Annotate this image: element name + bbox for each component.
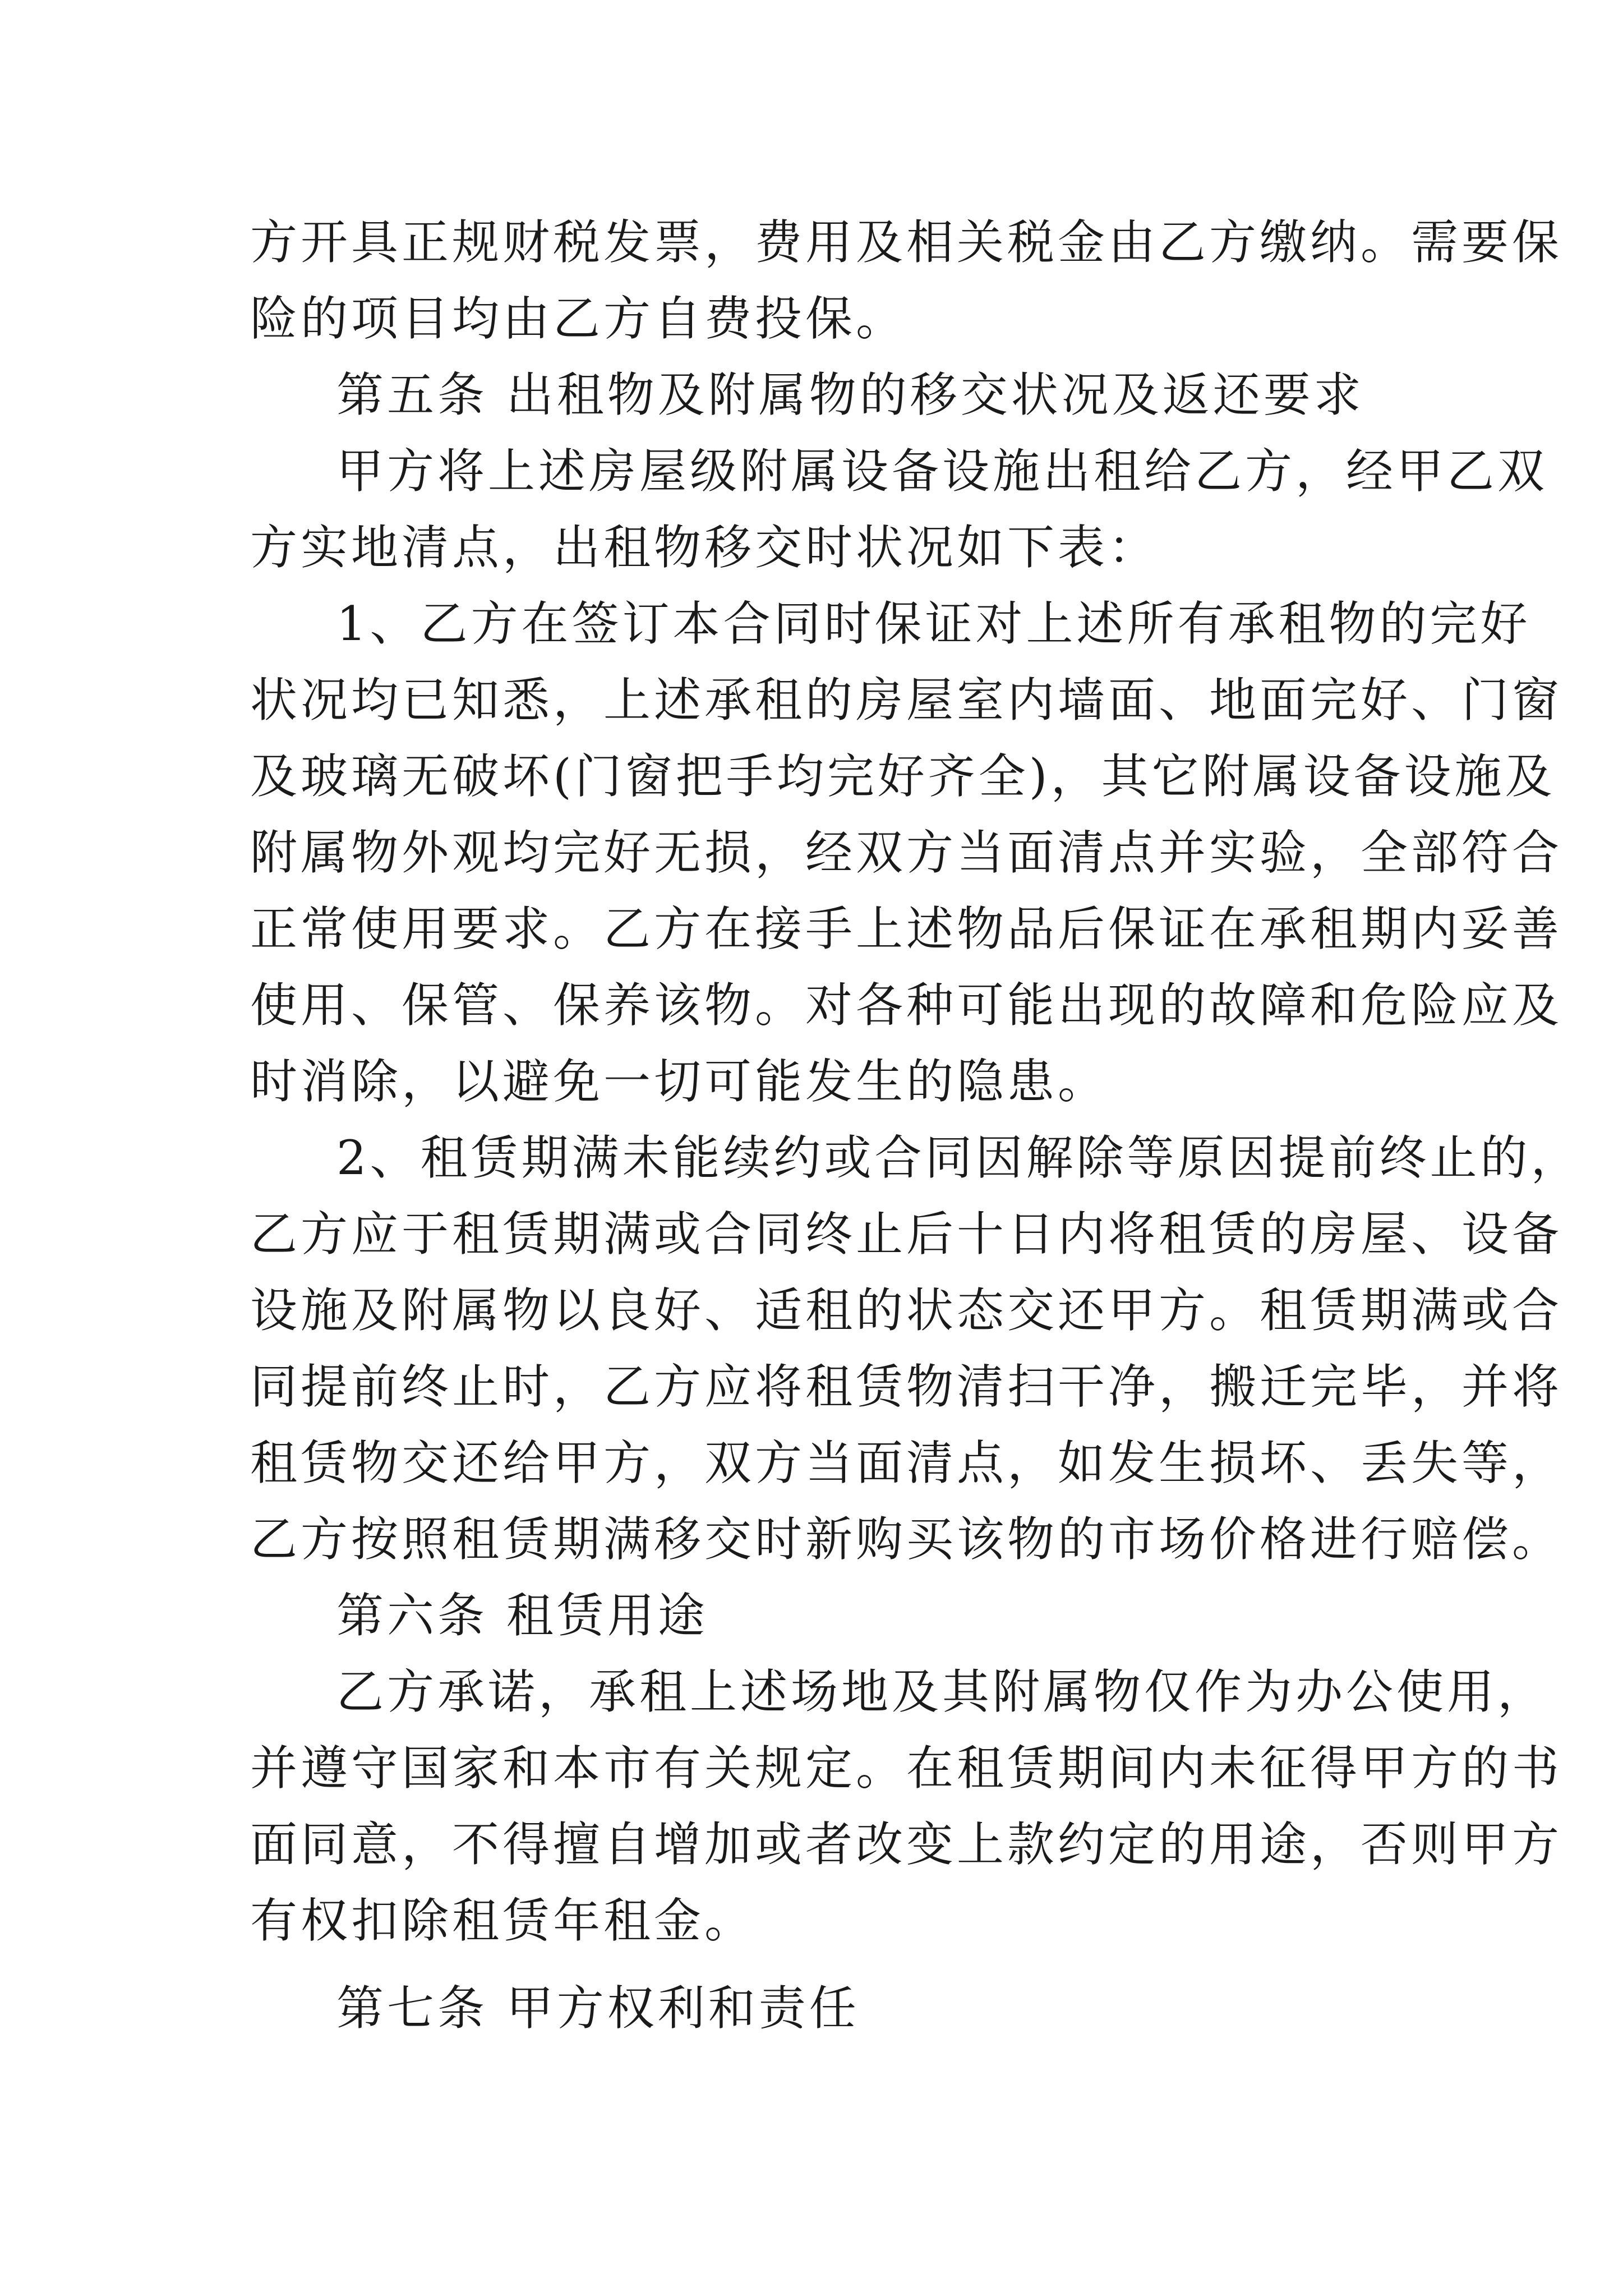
text-line: 乙方承诺，承租上述场地及其附属物仅作为办公使用， <box>336 1664 1548 1719</box>
text-line: 乙方应于租赁期满或合同终止后十日内将租赁的房屋、设备 <box>250 1207 1563 1262</box>
text-line: 及玻璃无破坏(门窗把手均完好齐全)，其它附属设备设施及 <box>250 749 1556 804</box>
article-heading: 第五条 出租物及附属物的移交状况及返还要求 <box>336 367 1364 422</box>
text-line: 并遵守国家和本市有关规定。在租赁期间内未征得甲方的书 <box>250 1741 1563 1796</box>
text-line: 正常使用要求。乙方在接手上述物品后保证在承租期内妥善 <box>250 901 1563 956</box>
text-line: 有权扣除租赁年租金。 <box>250 1893 755 1948</box>
text-line: 同提前终止时，乙方应将租赁物清扫干净，搬迁完毕，并将 <box>250 1359 1563 1414</box>
article-heading: 第六条 租赁用途 <box>336 1588 708 1643</box>
text-line: 方实地清点，出租物移交时状况如下表： <box>250 520 1159 575</box>
text-line: 租赁物交还给甲方，双方当面清点，如发生损坏、丢失等， <box>250 1435 1563 1490</box>
text-line: 甲方将上述房屋级附属设备设施出租给乙方，经甲乙双 <box>336 444 1548 499</box>
text-line: 乙方按照租赁期满移交时新购买该物的市场价格进行赔偿。 <box>250 1512 1563 1567</box>
text-line: 使用、保管、保养该物。对各种可能出现的故障和危险应及 <box>250 978 1563 1033</box>
text-line: 2、租赁期满未能续约或合同因解除等原因提前终止的， <box>336 1130 1581 1185</box>
text-line: 设施及附属物以良好、适租的状态交还甲方。租赁期满或合 <box>250 1283 1563 1338</box>
text-line: 时消除，以避免一切可能发生的隐患。 <box>250 1054 1109 1109</box>
article-heading: 第七条 甲方权利和责任 <box>336 1981 860 2036</box>
text-line: 方开具正规财税发票，费用及相关税金由乙方缴纳。需要保 <box>250 215 1563 270</box>
text-line: 面同意，不得擅自增加或者改变上款约定的用途，否则甲方 <box>250 1817 1563 1872</box>
text-line: 1、乙方在签订本合同时保证对上述所有承租物的完好 <box>336 596 1531 651</box>
text-line: 险的项目均由乙方自费投保。 <box>250 291 907 346</box>
text-line: 状况均已知悉，上述承租的房屋室内墙面、地面完好、门窗 <box>250 673 1563 728</box>
text-line: 附属物外观均完好无损，经双方当面清点并实验，全部符合 <box>250 825 1563 880</box>
